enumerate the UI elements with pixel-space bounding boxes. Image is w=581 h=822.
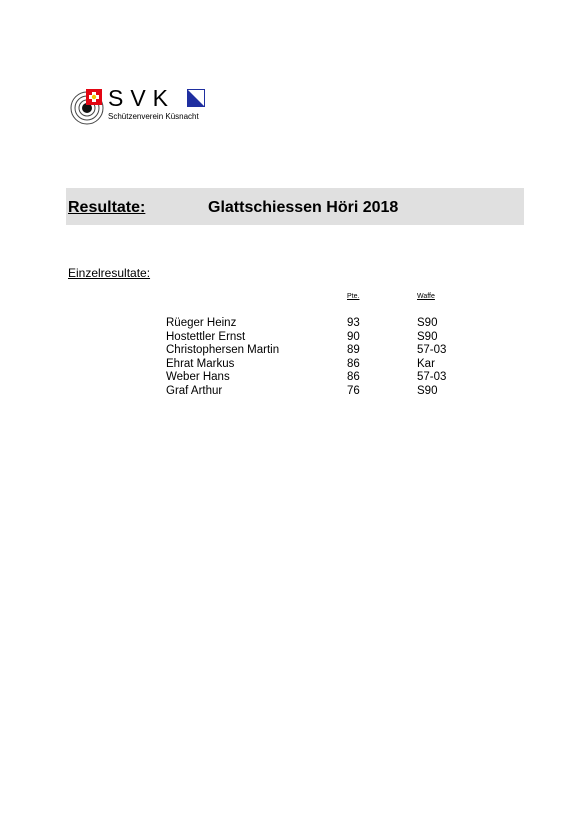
shooter-weapon: 57-03 [417, 371, 447, 384]
shooter-points: 86 [347, 357, 360, 370]
column-header-points: Pte. [347, 293, 360, 300]
result-row [166, 385, 486, 399]
shooter-points: 76 [347, 384, 360, 397]
event-title: Glattschiessen Höri 2018 [208, 199, 399, 216]
result-row [166, 317, 486, 331]
club-logo [70, 86, 220, 126]
result-row [166, 371, 486, 385]
shooter-points: 90 [347, 330, 360, 343]
shooter-name: Ehrat Markus [166, 357, 235, 370]
shooter-points: 86 [347, 371, 360, 384]
shooter-name: Rüeger Heinz [166, 317, 237, 329]
shooter-points: 89 [347, 344, 360, 357]
shooter-weapon: S90 [417, 330, 438, 343]
shooter-name: Hostettler Ernst [166, 330, 246, 343]
shooter-weapon: 57-03 [417, 344, 447, 357]
zurich-flag-icon [187, 89, 205, 107]
result-row [166, 358, 486, 372]
results-list [166, 317, 486, 399]
shooter-points: 93 [347, 317, 360, 329]
section-heading: Einzelresultate: [68, 266, 151, 280]
shooter-weapon: S90 [417, 384, 438, 397]
shooter-name: Weber Hans [166, 371, 230, 384]
banner-label: Resultate: [68, 199, 146, 216]
shooter-name: Christophersen Martin [166, 344, 280, 357]
column-header-weapon: Waffe [417, 293, 435, 300]
shooter-name: Graf Arthur [166, 384, 223, 397]
results-banner [66, 188, 524, 225]
shooter-weapon: S90 [417, 317, 438, 329]
target-icon [70, 86, 110, 126]
logo-subtitle: Schützenverein Küsnacht [108, 112, 199, 121]
result-row [166, 344, 486, 358]
logo-letters: SVK [108, 85, 176, 111]
result-row [166, 331, 486, 345]
shooter-weapon: Kar [417, 357, 435, 370]
